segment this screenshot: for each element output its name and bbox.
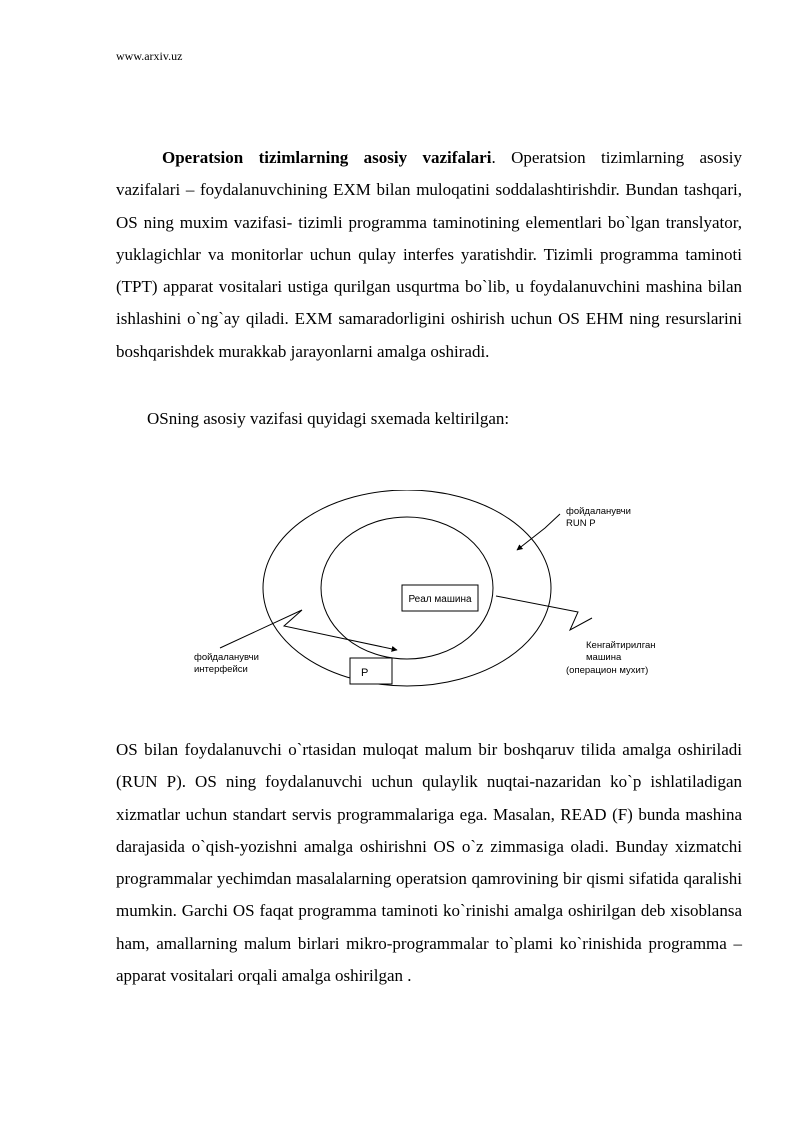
header-url: www.arxiv.uz	[116, 49, 183, 63]
p-box-label: P	[361, 667, 369, 679]
section-title-suffix: .	[491, 148, 512, 167]
extended-machine-line	[496, 596, 592, 630]
extended-machine-label-3: (операцион мухит)	[566, 665, 649, 676]
user-run-arrow	[517, 514, 560, 550]
user-run-label-2: RUN P	[566, 518, 596, 529]
extended-machine-label-2: машина	[586, 652, 622, 663]
body-paragraph: OS bilan foydalanuvchi o`rtasidan muloqat malum bir boshqaruv tilida amalga oshiriladi (RUN P). OS ning foydalanuvchi uchun qulaylik nuqtai-nazaridan ko`p ishlatiladigan xizmatlar uchun standart servis programmalariga ega. Masalan, READ (F) bunda mashina darajasida o`qish-yozishni amalga oshirishni OS o`z zimmasiga oladi. Bunday xizmatchi programmalar yechimdan masalalarning operatsion qamrovining bir qismi sifatida qaralishi mumkin. Garchi OS faqat programma taminoti ko`rinishi amalga oshirilgan deb xisoblansa ham, amallarning malum birlari mikro-programmalar to`plami ko`rinishida programma –apparat vositalari orqali amalga oshirilgan .	[116, 740, 742, 986]
intro-paragraph	[116, 142, 742, 368]
scheme-intro: OSning asosiy vazifasi quyidagi sxemada keltirilgan:	[147, 409, 510, 428]
intro-text: Operatsion tizimlarning asosiy vazifalari – foydalanuvchining EXM bilan muloqatini soddalashtirishdir. Bundan tashqari, OS ning muxim vazifasi- tizimli programma taminotining elementlari bo`lgan translyator, yuklagichlar va monitorlar uchun qulay interfes yaratishdir. Tizimli programma taminoti (TPT) apparat vositalari ustiga qurilgan usqurtma bo`lib, u foydalanuvchini mashina bilan ishlashini o`ng`ay qiladi. EXM samaradorligini oshirish uchun OS EHM ning resurslarini boshqarishdek murakkab jarayonlarni amalga oshiradi.	[116, 148, 742, 361]
user-interface-label-1: фойдаланувчи	[194, 652, 259, 663]
user-run-label-1: фойдаланувчи	[566, 506, 631, 517]
real-machine-label: Реал машина	[408, 594, 472, 605]
extended-machine-label-1: Кенгайтирилган	[586, 640, 656, 651]
p-box	[350, 658, 392, 684]
user-interface-arrow	[220, 610, 397, 650]
os-diagram	[180, 490, 680, 700]
section-title: Operatsion tizimlarning asosiy vazifalari	[162, 148, 492, 167]
user-interface-label-2: интерфейси	[194, 664, 248, 675]
